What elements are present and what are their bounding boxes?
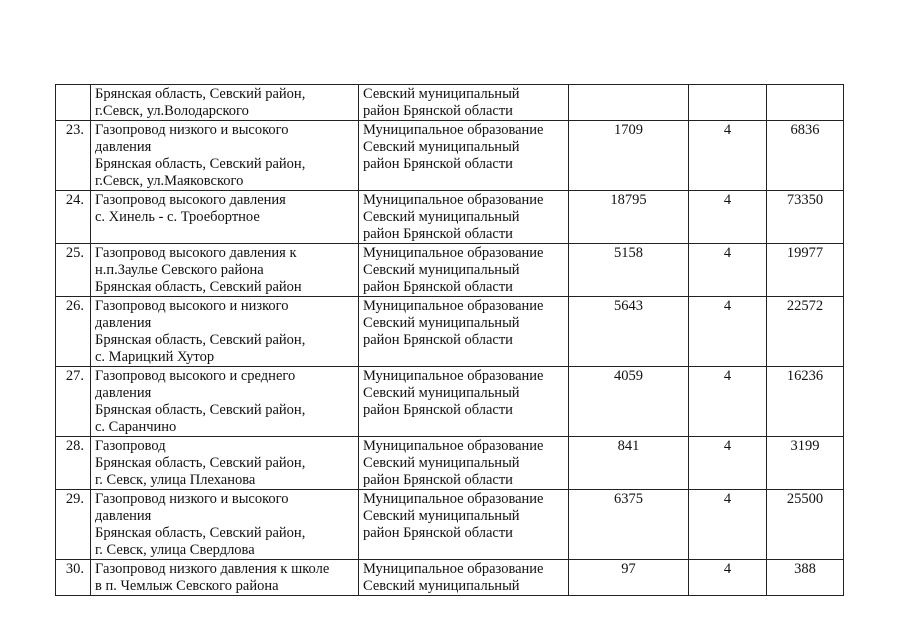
owner-cell [359,490,569,560]
object-name-cell [91,560,359,596]
owner-cell [359,560,569,596]
object-name-cell [91,121,359,191]
object-name-line: Газопровод низкого давления к школе [95,561,330,577]
row-number-cell: 26. [56,297,91,367]
object-name-cell [91,490,359,560]
row-number-cell: 27. [56,367,91,437]
object-name-line: Газопровод высокого и среднего [95,368,296,384]
owner-line: Севский муниципальный [363,262,520,278]
owner-line: Севский муниципальный [363,86,520,102]
object-name-line: Газопровод низкого и высокого [95,122,289,138]
table-row [56,437,844,490]
table-row [56,191,844,244]
object-name-line: с. Марицкий Хутор [95,349,215,365]
object-name-line: Брянская область, Севский район, [95,332,306,348]
category-cell [689,85,767,121]
object-name-line: Брянская область, Севский район, [95,86,306,102]
object-name-cell [91,437,359,490]
object-name-cell [91,297,359,367]
object-name-line: с. Саранчино [95,419,177,435]
object-name-line: давления [95,385,152,401]
object-name-line: Брянская область, Севский район, [95,402,306,418]
owner-cell [359,191,569,244]
row-number-cell: 25. [56,244,91,297]
object-name-line: в п. Чемлыж Севского района [95,578,279,594]
object-name-line: Газопровод низкого и высокого [95,491,289,507]
owner-cell [359,244,569,297]
length-cell: 841 [569,437,689,490]
gas-pipeline-table [55,84,844,596]
object-name-line: давления [95,315,152,331]
object-name-line: г.Севск, ул.Маяковского [95,173,244,189]
table-row [56,490,844,560]
owner-line: район Брянской области [363,402,513,418]
value-cell: 3199 [767,437,844,490]
row-number-cell: 23. [56,121,91,191]
owner-line: Севский муниципальный [363,139,520,155]
object-name-line: давления [95,139,152,155]
object-name-line: давления [95,508,152,524]
table-row [56,121,844,191]
object-name-line: Газопровод [95,438,166,454]
object-name-line: Брянская область, Севский район, [95,525,306,541]
owner-line: Севский муниципальный [363,455,520,471]
owner-line: район Брянской области [363,226,513,242]
owner-line: район Брянской области [363,156,513,172]
owner-line: Севский муниципальный [363,508,520,524]
object-name-line: Газопровод высокого и низкого [95,298,289,314]
owner-line: Севский муниципальный [363,315,520,331]
object-name-cell [91,85,359,121]
category-cell: 4 [689,297,767,367]
owner-line: Муниципальное образование [363,438,544,454]
owner-line: Муниципальное образование [363,122,544,138]
value-cell: 6836 [767,121,844,191]
owner-line: Севский муниципальный [363,578,520,594]
object-name-line: Брянская область, Севский район, [95,156,306,172]
object-name-cell [91,367,359,437]
table-body [56,85,844,596]
owner-cell [359,85,569,121]
owner-line: район Брянской области [363,279,513,295]
row-number-cell: 28. [56,437,91,490]
owner-line: район Брянской области [363,103,513,119]
value-cell [767,85,844,121]
category-cell: 4 [689,437,767,490]
value-cell: 25500 [767,490,844,560]
length-cell: 97 [569,560,689,596]
owner-cell [359,297,569,367]
owner-line: район Брянской области [363,332,513,348]
object-name-line: Газопровод высокого давления к [95,245,297,261]
length-cell: 4059 [569,367,689,437]
length-cell: 1709 [569,121,689,191]
row-number-cell: 30. [56,560,91,596]
row-number-cell: 29. [56,490,91,560]
length-cell: 6375 [569,490,689,560]
owner-line: район Брянской области [363,525,513,541]
owner-line: Муниципальное образование [363,491,544,507]
value-cell: 19977 [767,244,844,297]
object-name-line: г. Севск, улица Свердлова [95,542,255,558]
category-cell: 4 [689,244,767,297]
owner-cell [359,121,569,191]
category-cell: 4 [689,367,767,437]
owner-cell [359,367,569,437]
table-row [56,367,844,437]
row-number-cell: 24. [56,191,91,244]
owner-line: Муниципальное образование [363,245,544,261]
owner-line: Муниципальное образование [363,368,544,384]
object-name-line: Брянская область, Севский район, [95,455,306,471]
object-name-line: г. Севск, улица Плеханова [95,472,256,488]
owner-cell [359,437,569,490]
table-row [56,85,844,121]
value-cell: 22572 [767,297,844,367]
object-name-line: г.Севск, ул.Володарского [95,103,249,119]
value-cell: 16236 [767,367,844,437]
length-cell: 5643 [569,297,689,367]
length-cell: 5158 [569,244,689,297]
object-name-line: с. Хинель - с. Троебортное [95,209,260,225]
object-name-line: Газопровод высокого давления [95,192,286,208]
owner-line: Муниципальное образование [363,561,544,577]
value-cell: 73350 [767,191,844,244]
object-name-cell [91,191,359,244]
category-cell: 4 [689,121,767,191]
object-name-line: н.п.Заулье Севского района [95,262,264,278]
category-cell: 4 [689,490,767,560]
length-cell: 18795 [569,191,689,244]
owner-line: Севский муниципальный [363,385,520,401]
owner-line: район Брянской области [363,472,513,488]
category-cell: 4 [689,191,767,244]
owner-line: Севский муниципальный [363,209,520,225]
object-name-cell [91,244,359,297]
table-row [56,244,844,297]
length-cell [569,85,689,121]
owner-line: Муниципальное образование [363,298,544,314]
owner-line: Муниципальное образование [363,192,544,208]
object-name-line: Брянская область, Севский район [95,279,302,295]
row-number-cell [56,85,91,121]
table-row [56,560,844,596]
table-row [56,297,844,367]
category-cell: 4 [689,560,767,596]
value-cell: 388 [767,560,844,596]
